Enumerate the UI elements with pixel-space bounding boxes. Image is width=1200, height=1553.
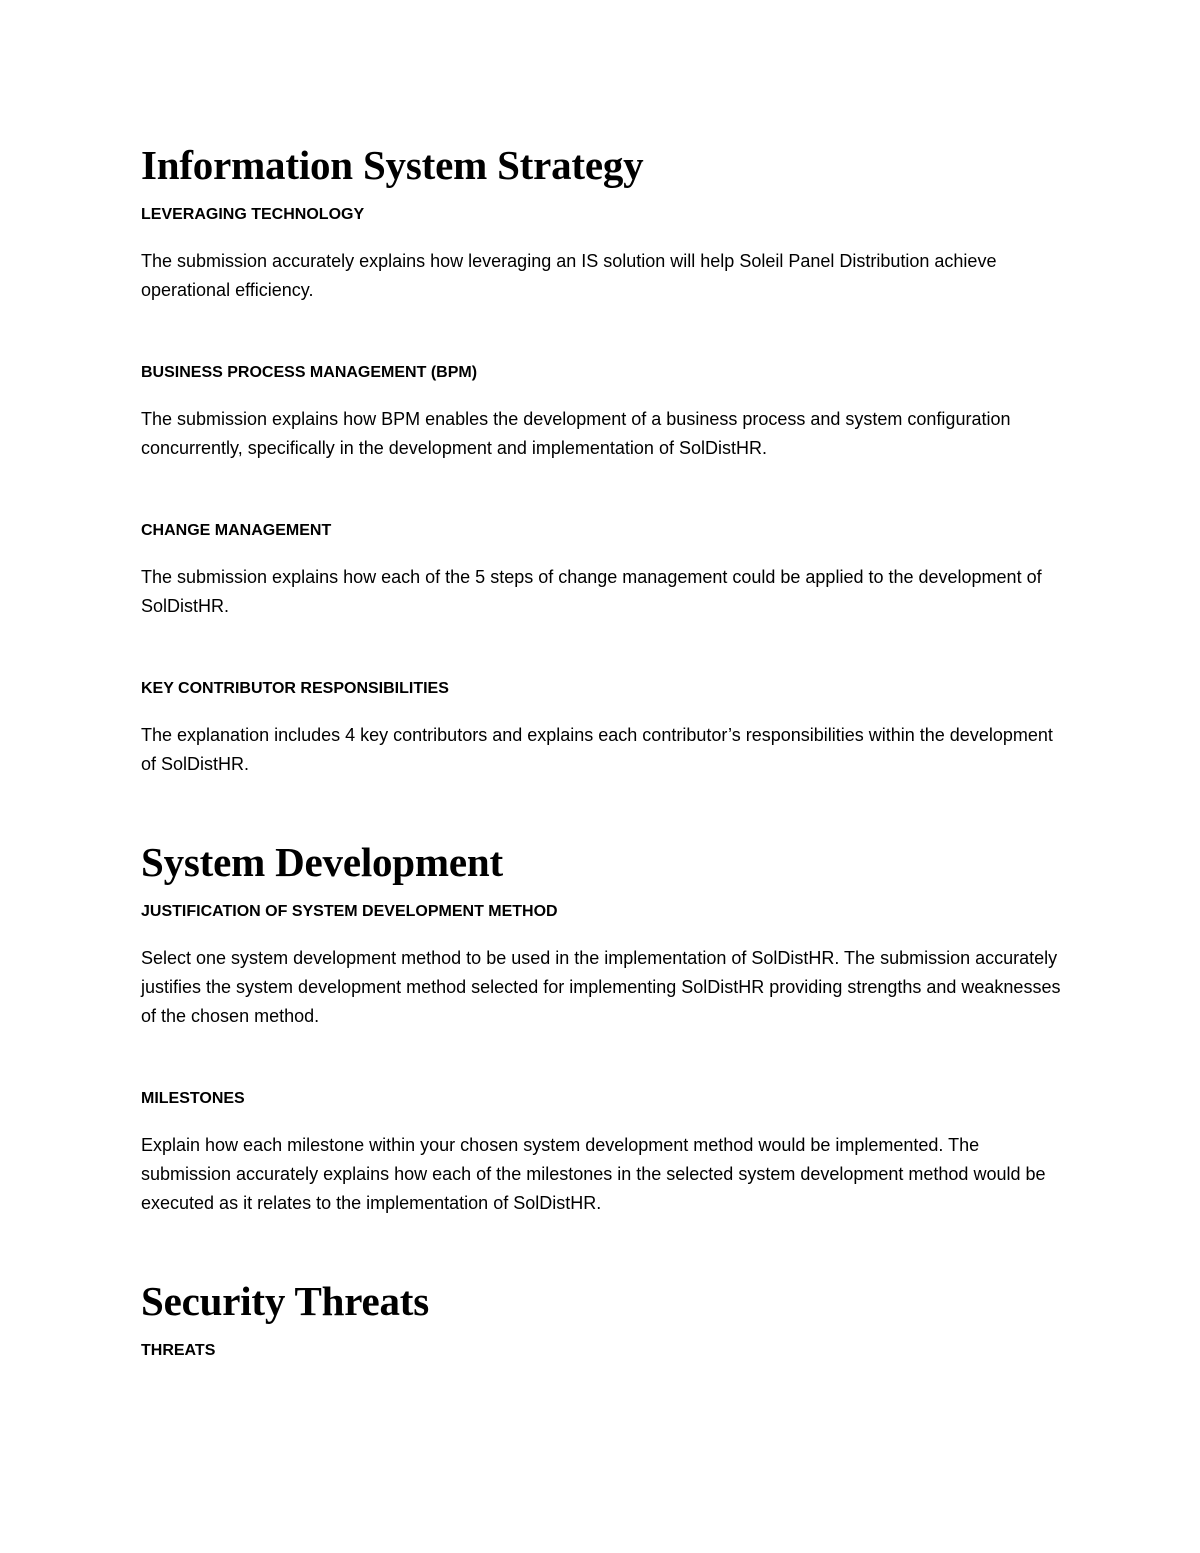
- subsection-heading: BUSINESS PROCESS MANAGEMENT (BPM): [141, 364, 478, 381]
- subsection-text: The submission accurately explains how leveraging an IS solution will help Soleil Panel Distribution achieve operational efficiency.: [141, 251, 997, 300]
- section-title: Security Threats: [141, 1278, 429, 1324]
- subsection-heading: JUSTIFICATION OF SYSTEM DEVELOPMENT METHOD: [141, 903, 558, 920]
- subsection-text: Explain how each milestone within your chosen system development method would be implemented. The submission accurately explains how each of the milestones in the selected system development method would be executed as it relates to the implementation of SolDistHR.: [141, 1135, 1046, 1213]
- subsection-heading: MILESTONES: [141, 1090, 245, 1107]
- subsection-text: The submission explains how each of the 5 steps of change management could be applied to the development of SolDistHR.: [141, 567, 1042, 616]
- subsection-heading: THREATS: [141, 1342, 216, 1359]
- subsection-text: The submission explains how BPM enables the development of a business process and system configuration concurrently, specifically in the development and implementation of SolDistHR.: [141, 409, 1011, 458]
- document-body: [141, 140, 1061, 1383]
- section-title: System Development: [141, 839, 503, 885]
- subsection-text: Select one system development method to be used in the implementation of SolDistHR. The submission accurately justifies the system development method selected for implementing SolDistHR providing strengths and weaknesses of the chosen method.: [141, 948, 1061, 1026]
- subsection-heading: KEY CONTRIBUTOR RESPONSIBILITIES: [141, 680, 449, 697]
- subsection-heading: CHANGE MANAGEMENT: [141, 522, 332, 539]
- subsection-text: The explanation includes 4 key contributors and explains each contributor’s responsibilities within the development of SolDistHR.: [141, 725, 1053, 774]
- section-title: Information System Strategy: [141, 142, 644, 188]
- subsection-heading: LEVERAGING TECHNOLOGY: [141, 206, 365, 223]
